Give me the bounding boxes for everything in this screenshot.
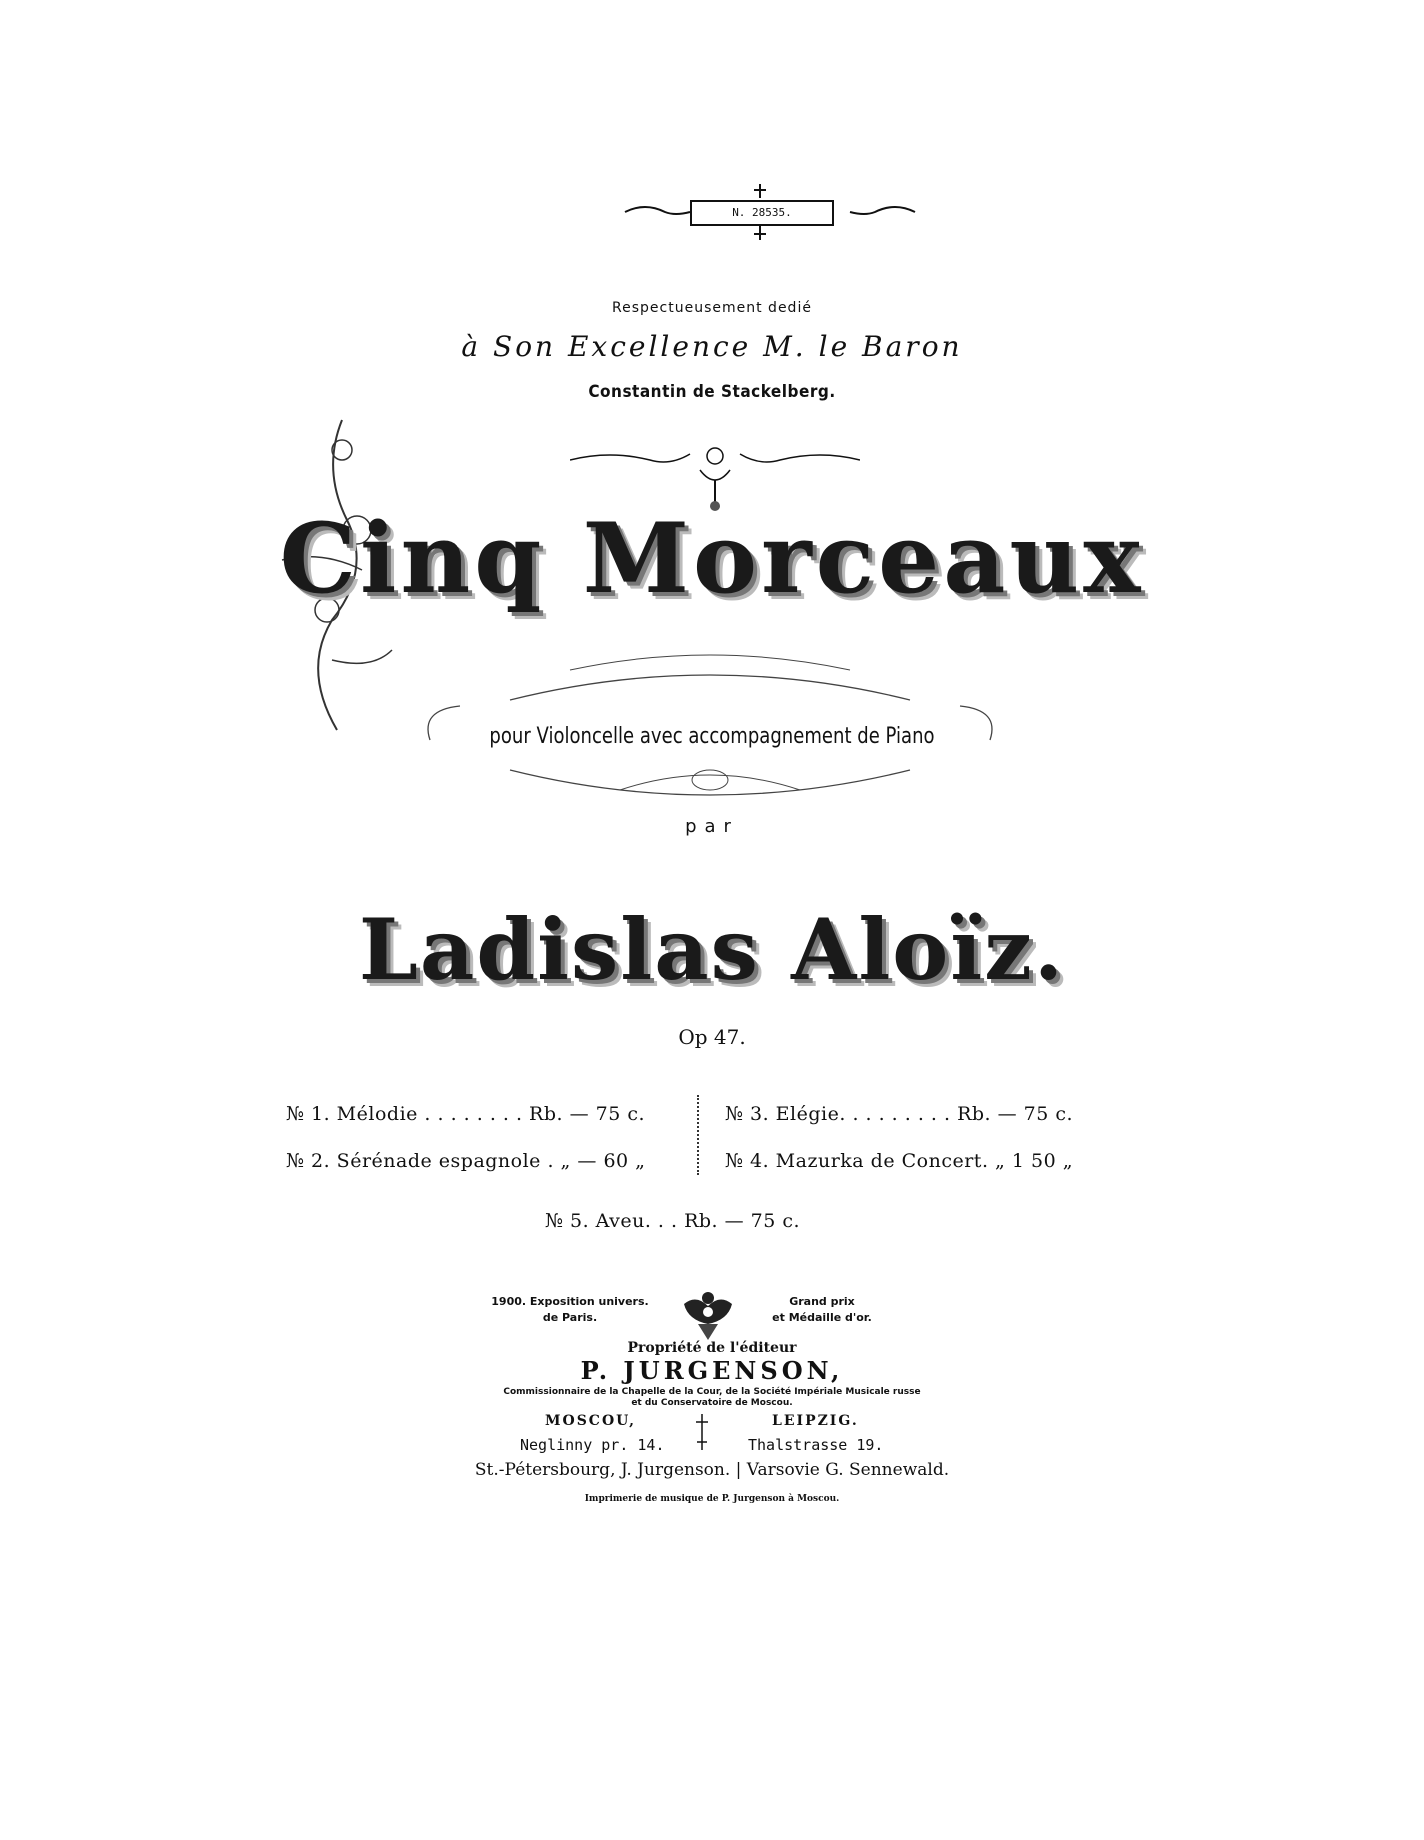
exposition-note <box>490 1294 650 1326</box>
pieces-divider <box>697 1095 699 1175</box>
exposition-line2: de Paris. <box>542 1311 598 1324</box>
plate-number: N. 28535. <box>690 200 834 226</box>
commission-line1: Commissionnaire de la Chapelle de la Cour, de la Société Impériale Musicale russe <box>503 1387 921 1397</box>
printer-line: Imprimerie de musique de P. Jurgenson à Moscou. <box>584 1494 840 1504</box>
exposition-line1: 1900. Exposition univers. <box>491 1295 649 1308</box>
commission-note <box>0 1387 1424 1409</box>
prize-line2: et Médaille d'or. <box>772 1311 872 1324</box>
prize-note <box>752 1294 892 1326</box>
publisher-name: P. JURGENSON, <box>580 1356 844 1385</box>
piece-4: № 4. Mazurka de Concert. „ 1 50 „ <box>725 1150 1074 1172</box>
piece-2: № 2. Sérénade espagnole . „ — 60 „ <box>286 1150 646 1172</box>
leipzig-address: Thalstrasse 19. <box>748 1436 884 1454</box>
dedication-line1: Respectueusement dedié <box>612 300 812 316</box>
opus-number: Op 47. <box>678 1025 746 1049</box>
branches-line: St.-Pétersbourg, J. Jurgenson. | Varsovie G. Sennewald. <box>474 1460 950 1480</box>
moscou-address: Neglinny pr. 14. <box>520 1436 665 1454</box>
cross-separator-icon <box>694 1412 710 1452</box>
piece-3: № 3. Elégie. . . . . . . . . Rb. — 75 c. <box>725 1103 1074 1125</box>
propriete-label: Propriété de l'éditeur <box>627 1340 797 1356</box>
dedication-name: Constantin de Stackelberg. <box>588 382 836 402</box>
par-label: par <box>685 816 739 837</box>
prize-line1: Grand prix <box>789 1295 855 1308</box>
imperial-eagle-icon <box>676 1284 740 1344</box>
city-moscou: MOSCOU, <box>545 1413 636 1429</box>
page-title: Cinq Morceaux <box>279 502 1145 615</box>
commission-line2: et du Conservatoire de Moscou. <box>631 1398 793 1408</box>
plate-number-ornament <box>620 182 920 242</box>
composer-name: Ladislas Aloïz. <box>358 900 1066 999</box>
subtitle: pour Violoncelle avec accompagnement de Piano <box>489 724 935 749</box>
piece-1: № 1. Mélodie . . . . . . . . Rb. — 75 c. <box>286 1103 646 1125</box>
piece-5: № 5. Aveu. . . Rb. — 75 c. <box>545 1210 801 1232</box>
city-leipzig: LEIPZIG. <box>772 1413 859 1429</box>
dedication-line2: à Son Excellence M. le Baron <box>461 330 963 363</box>
